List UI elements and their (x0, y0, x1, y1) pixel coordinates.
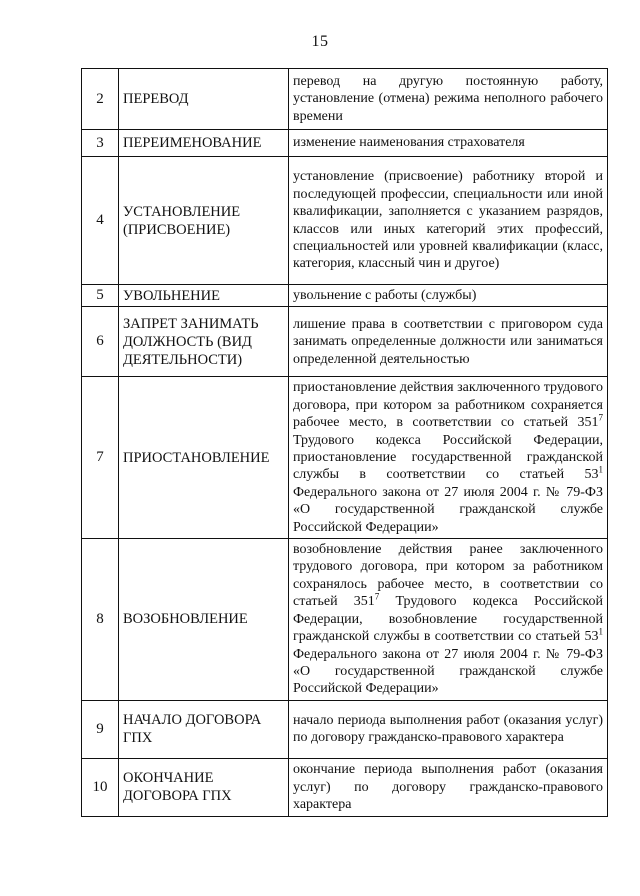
event-description: приостановление действия заключенного трудового договора, при котором за работником сохраняется рабочее место, в соответствии со статьей $351^7$ Трудового кодекса Российской Федерации, приостановление государственной гражданской службы в соответствии со статьей $53^1$ Федерального закона от 27 июля 2004 г. № 79-ФЗ «О государственной гражданской службе Российской Федерации» (293, 380, 603, 535)
event-description: окончание периода выполнения работ (оказания услуг) по договору гражданско-правового характера (293, 762, 603, 812)
event-description: возобновление действия ранее заключенного трудового договора, при котором за работником сохранялось рабочее место, в соответствии со статьей $351^7$ Трудового кодекса Российской Федерации, возобновление государственной гражданской службы в соответствии со статьей $53^1$ Федерального закона от 27 июля 2004 г. № 79-ФЗ «О государственной гражданской службе Российской Федерации» (293, 542, 603, 697)
row-number: 10 (82, 758, 119, 816)
row-number: 3 (82, 130, 119, 157)
event-description: увольнение с работы (службы) (293, 288, 477, 303)
superscript: 7 (374, 591, 380, 602)
superscript: 1 (598, 626, 603, 637)
page-number: 15 (311, 33, 329, 50)
table-row (82, 758, 608, 816)
event-name: УСТАНОВЛЕНИЕ (ПРИСВОЕНИЕ) (119, 157, 289, 285)
table-row (82, 700, 608, 758)
event-name: ПРИОСТАНОВЛЕНИЕ (119, 377, 289, 539)
event-name: ОКОНЧАНИЕ ДОГОВОРА ГПХ (119, 758, 289, 816)
table-row (82, 157, 608, 285)
event-name: ВОЗОБНОВЛЕНИЕ (119, 539, 289, 701)
event-description: начало периода выполнения работ (оказания услуг) по договору гражданско-правового характера (293, 712, 603, 746)
event-name: УВОЛЬНЕНИЕ (119, 285, 289, 307)
table-row (82, 285, 608, 307)
table-row (82, 539, 608, 701)
row-number: 2 (82, 69, 119, 130)
event-name: ЗАПРЕТ ЗАНИМАТЬ ДОЛЖНОСТЬ (ВИД ДЕЯТЕЛЬНОСТИ) (119, 307, 289, 377)
row-number: 5 (82, 285, 119, 307)
event-description: установление (присвоение) работнику второй и последующей профессии, специальности или иной квалификации, заполняется с указанием разрядов, классов или иных категорий этих профессий, специальностей или уровней квалификации (класс, категория, классный чин и другое) (293, 169, 603, 272)
row-number: 8 (82, 539, 119, 701)
event-name: ПЕРЕИМЕНОВАНИЕ (119, 130, 289, 157)
event-description: изменение наименования страхователя (293, 135, 525, 151)
event-description: лишение права в соответствии с приговором суда занимать определенные должности или заниматься определенной деятельностью (293, 316, 603, 367)
row-number: 7 (82, 377, 119, 539)
row-number: 4 (82, 157, 119, 285)
row-number: 6 (82, 307, 119, 377)
row-number: 9 (82, 700, 119, 758)
table-row (82, 377, 608, 539)
table-row (82, 130, 608, 157)
superscript: 1 (598, 464, 603, 475)
table-row (82, 307, 608, 377)
event-type-table (81, 68, 608, 817)
event-name: НАЧАЛО ДОГОВОРА ГПХ (119, 700, 289, 758)
table-row (82, 69, 608, 130)
event-name: ПЕРЕВОД (119, 69, 289, 130)
event-description: перевод на другую постоянную работу, установление (отмена) режима неполного рабочего времени (293, 73, 603, 124)
superscript: 7 (598, 412, 603, 423)
